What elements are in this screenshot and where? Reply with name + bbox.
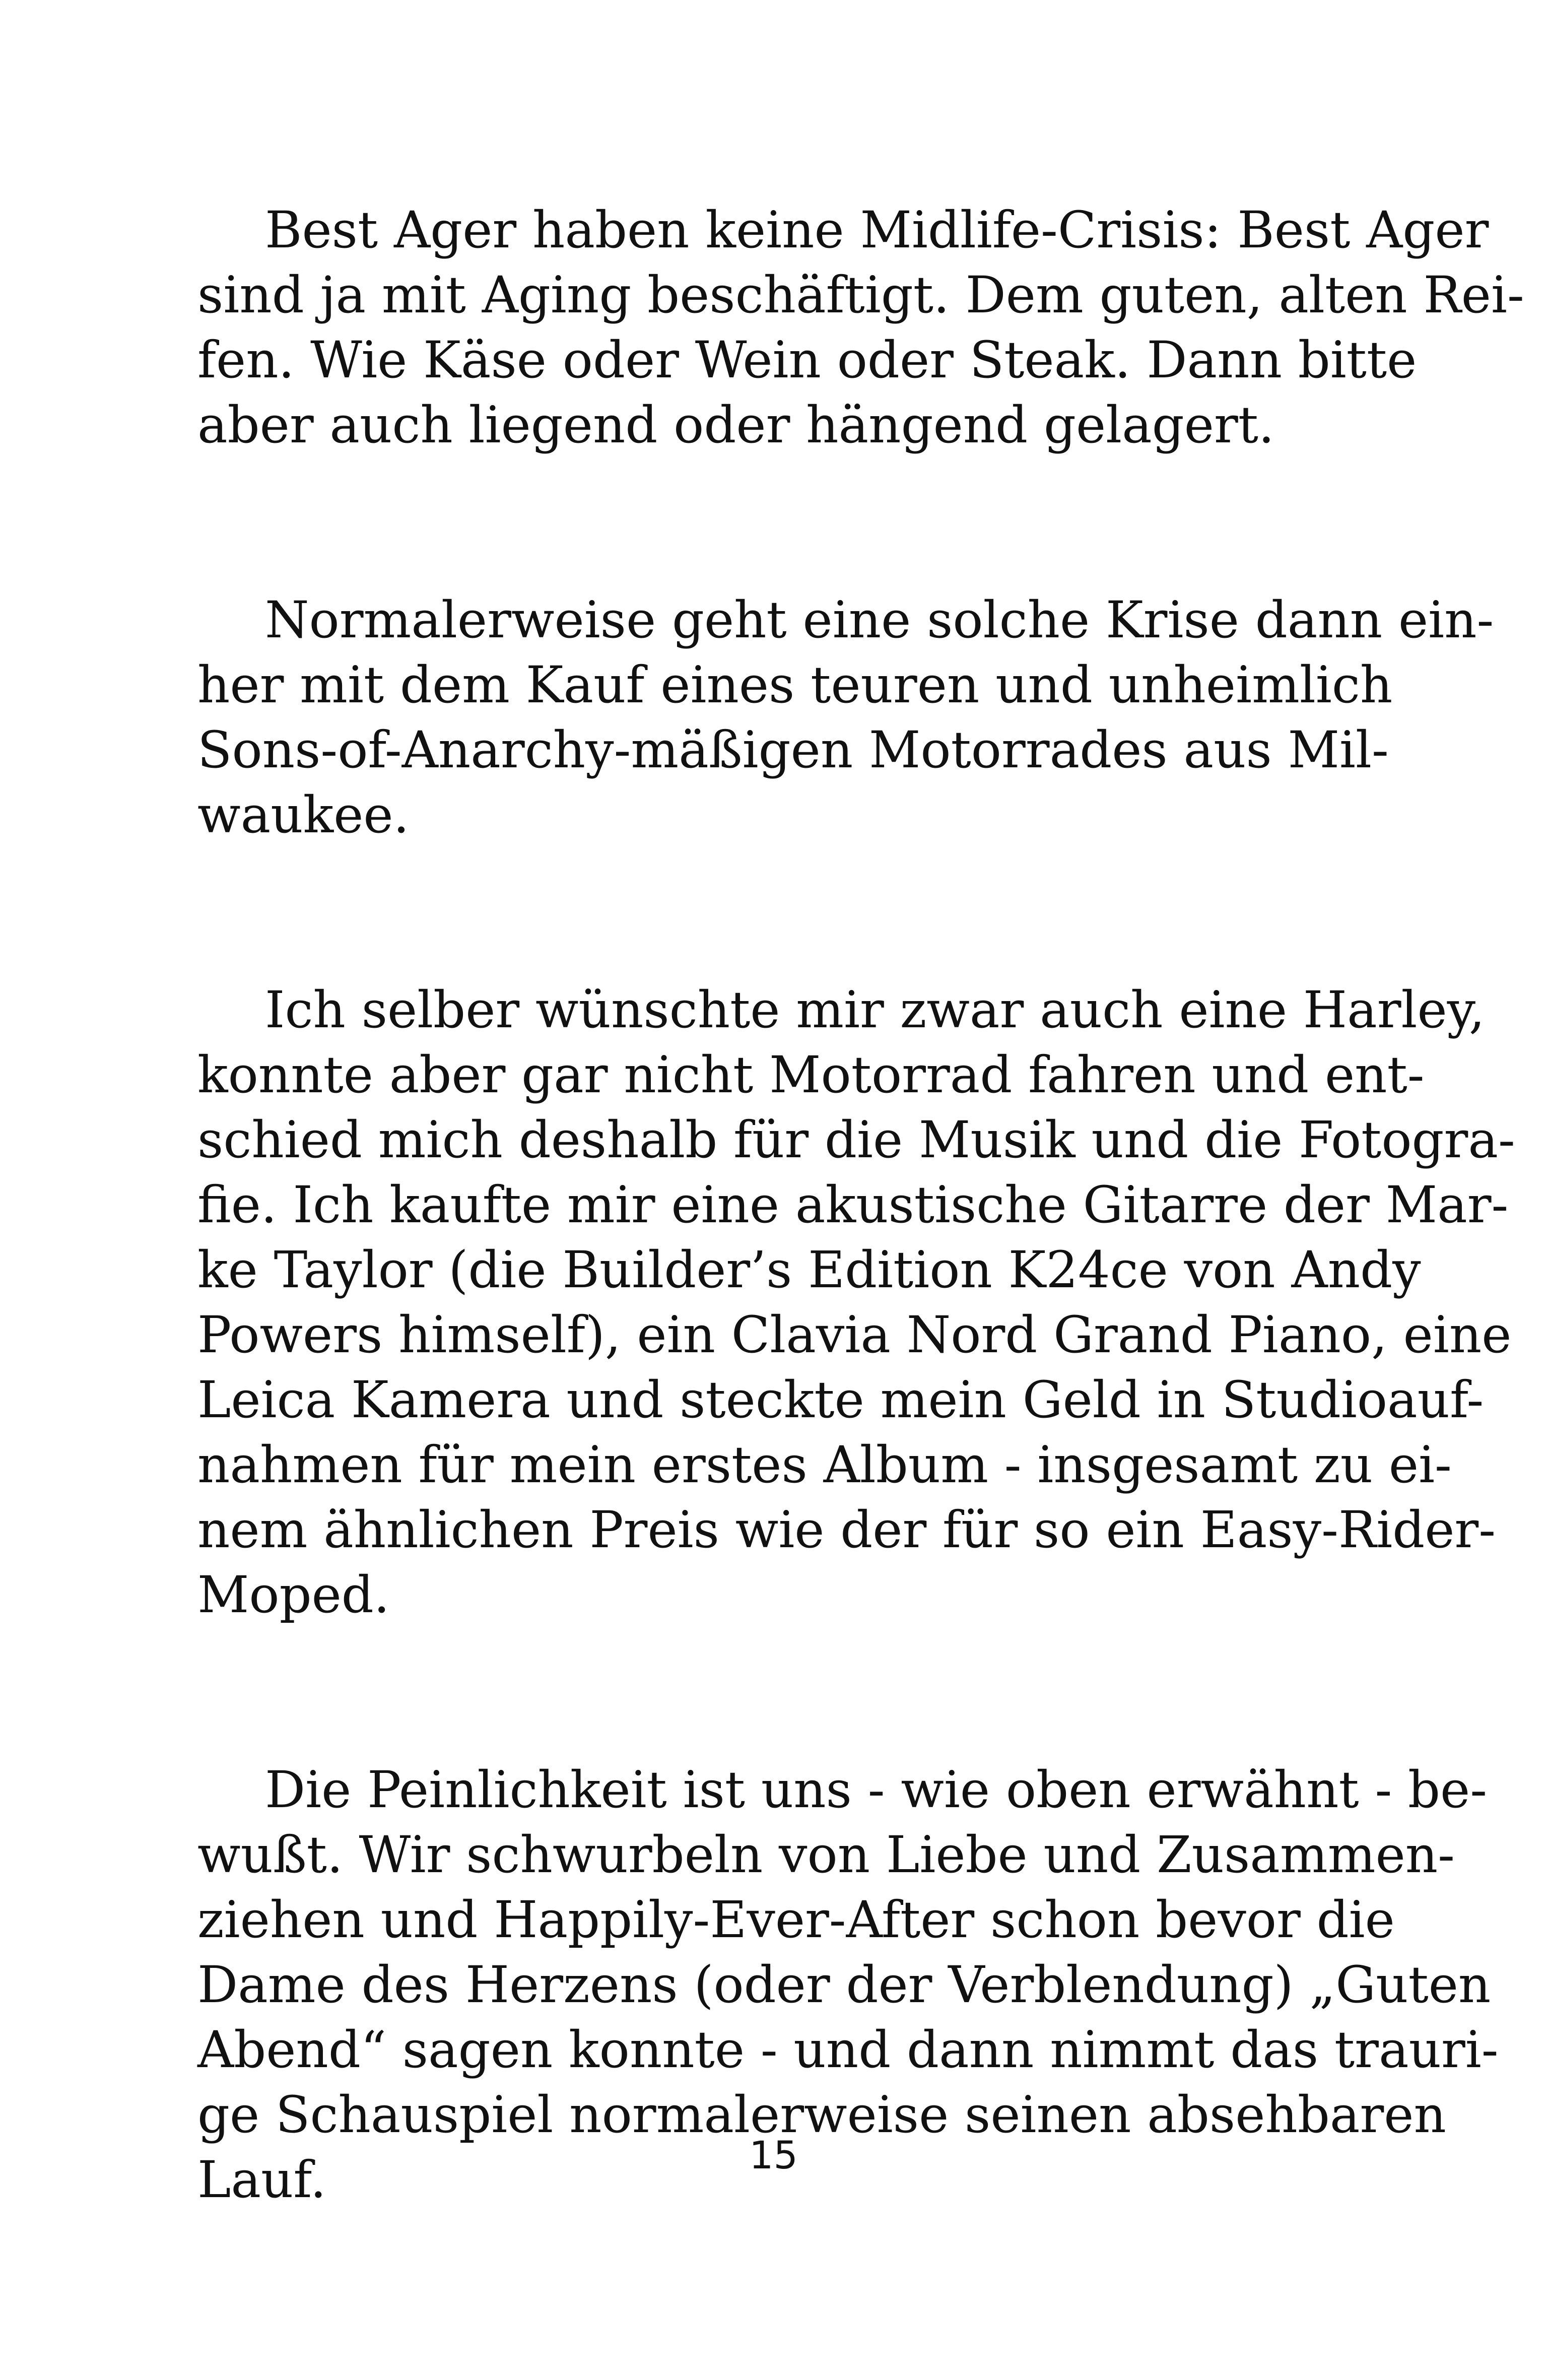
text-line: sind ja mit Aging beschäftigt. Dem guten, alten Rei- <box>197 266 1524 324</box>
text-line: her mit dem Kauf eines teuren und unheimlich <box>197 655 1393 714</box>
paragraph-2 <box>197 587 1494 847</box>
text-line: Die Peinlichkeit ist uns - wie oben erwähnt - be- <box>265 1760 1488 1819</box>
text-line: Abend“ sagen konnte - und dann nimmt das trauri- <box>197 2020 1499 2079</box>
text-line: Normalerweise geht eine solche Krise dann ein- <box>265 590 1494 649</box>
text-line: fie. Ich kaufte mir eine akustische Gitarre der Mar- <box>197 1175 1509 1234</box>
text-line: nem ähnlichen Preis wie der für so ein Easy-Rider- <box>197 1500 1496 1559</box>
text-line: waukee. <box>197 785 410 844</box>
text-line: ge Schauspiel normalerweise seinen absehbaren <box>197 2085 1446 2144</box>
paragraph-1 <box>197 197 1524 457</box>
text-line: ke Taylor (die Builder’s Edition K24ce von Andy <box>197 1240 1421 1299</box>
text-line: fen. Wie Käse oder Wein oder Steak. Dann bitte <box>197 330 1417 389</box>
text-line: wußt. Wir schwurbeln von Liebe und Zusammen- <box>197 1825 1455 1884</box>
text-line: Powers himself), ein Clavia Nord Grand Piano, eine <box>197 1305 1512 1364</box>
text-line: Ich selber wünschte mir zwar auch eine Harley, <box>265 980 1485 1039</box>
page-number: 15 <box>749 2133 798 2177</box>
text-line: konnte aber gar nicht Motorrad fahren und ent- <box>197 1045 1425 1104</box>
text-line: Moped. <box>197 1565 390 1624</box>
text-line: schied mich deshalb für die Musik und die Fotogra- <box>197 1110 1515 1169</box>
text-line: nahmen für mein erstes Album - insgesamt zu ei- <box>197 1435 1452 1494</box>
text-line: Lauf. <box>197 2150 326 2209</box>
body-text <box>197 197 1524 2342</box>
text-line: Best Ager haben keine Midlife-Crisis: Best Ager <box>265 201 1489 259</box>
text-line: Dame des Herzens (oder der Verblendung) „Guten <box>197 1955 1491 2014</box>
paragraph-3 <box>197 977 1515 1627</box>
text-line: aber auch liegend oder hängend gelagert. <box>197 395 1274 454</box>
text-line: Leica Kamera und steckte mein Geld in Studioauf- <box>197 1370 1484 1429</box>
text-line: ziehen und Happily-Ever-After schon bevor die <box>197 1890 1395 1949</box>
text-line: Sons-of-Anarchy-mäßigen Motorrades aus Mil- <box>197 720 1389 779</box>
